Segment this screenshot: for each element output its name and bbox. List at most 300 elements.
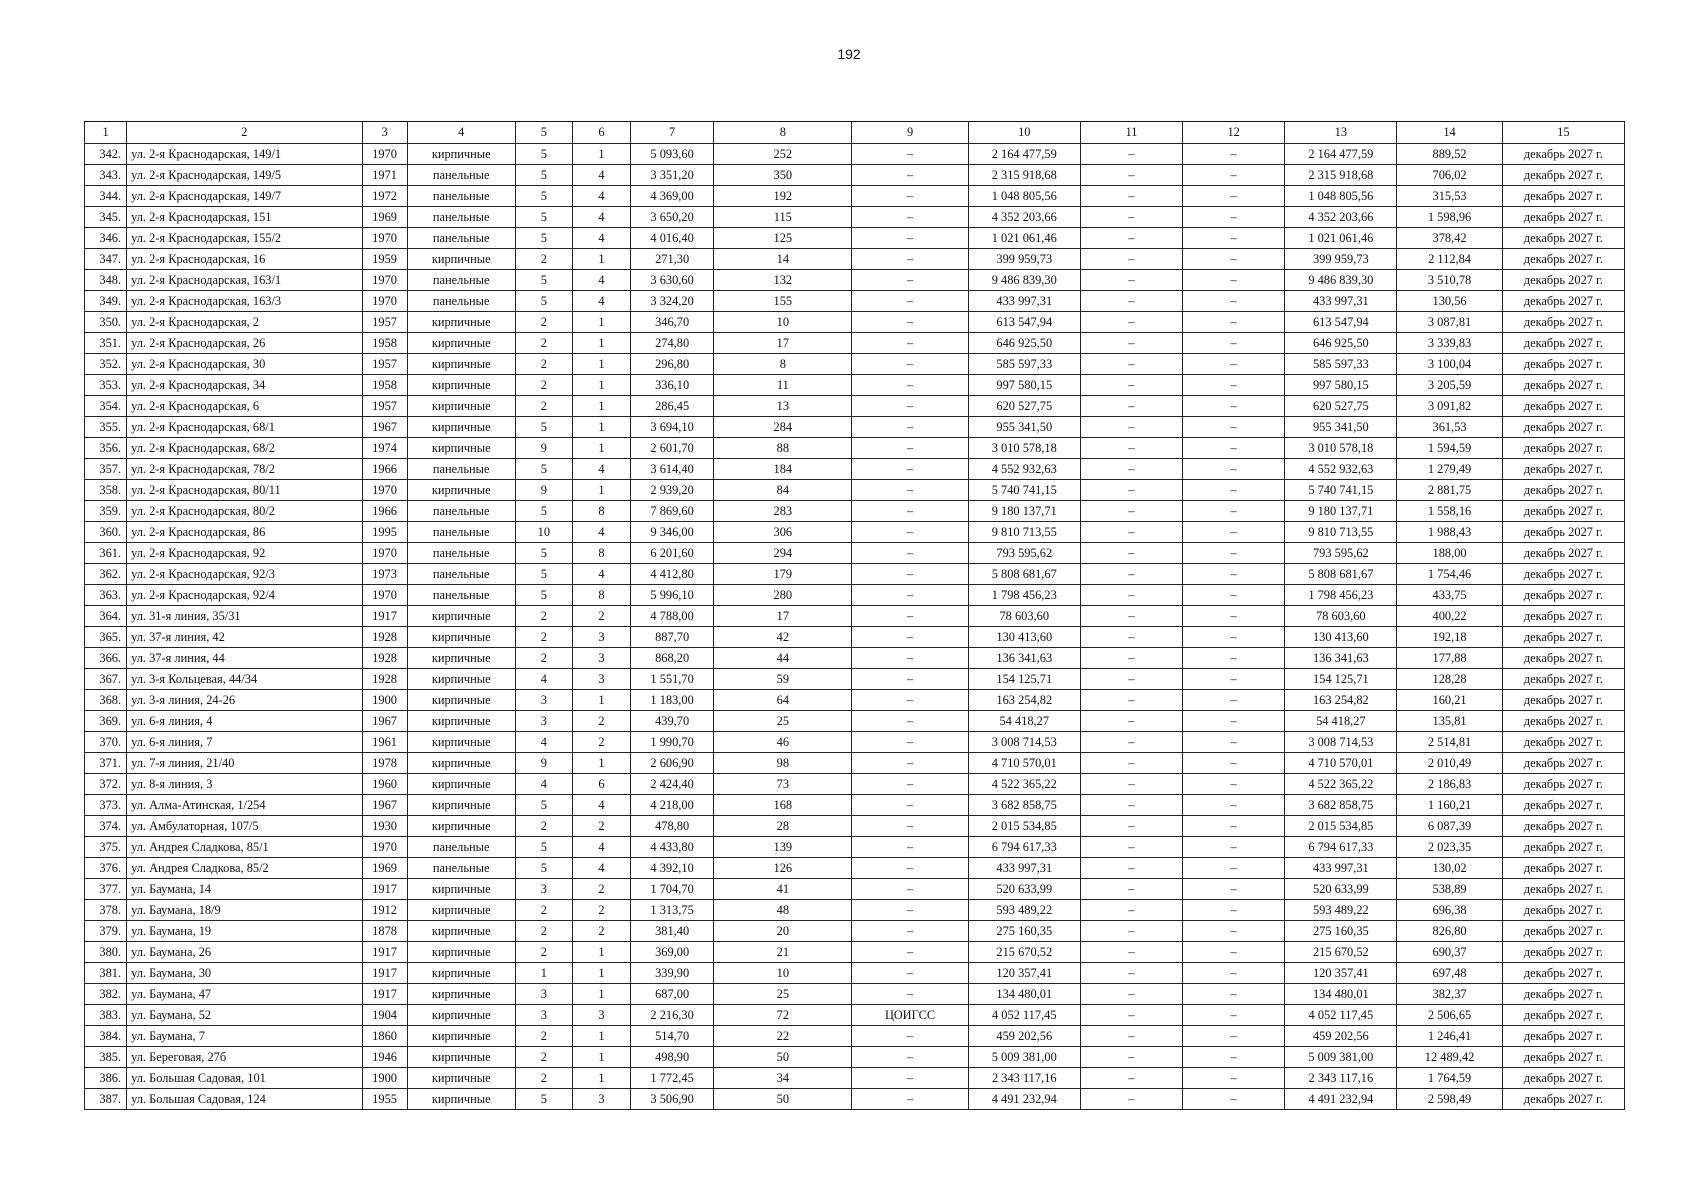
table-cell-col11: – [1080,375,1182,396]
table-cell-col5: 5 [515,291,572,312]
table-cell-col6: 8 [572,585,630,606]
table-cell-col14: 130,56 [1397,291,1502,312]
table-cell-col8: 50 [714,1047,852,1068]
table-cell-col6: 4 [572,165,630,186]
table-cell-col5: 5 [515,228,572,249]
table-cell-col14: 433,75 [1397,585,1502,606]
table-cell-col1: 361. [85,543,127,564]
table-cell-col8: 192 [714,186,852,207]
table-cell-col3: 1917 [362,942,407,963]
table-cell-col5: 4 [515,732,572,753]
table-cell-col15: декабрь 2027 г. [1502,984,1624,1005]
table-cell-col4: панельные [407,837,515,858]
table-cell-col4: кирпичные [407,1005,515,1026]
table-cell-col1: 377. [85,879,127,900]
table-cell-col14: 706,02 [1397,165,1502,186]
table-cell-col9: – [852,438,968,459]
table-cell-col11: – [1080,144,1182,165]
table-cell-col14: 361,53 [1397,417,1502,438]
table-cell-col9: – [852,606,968,627]
table-cell-col4: панельные [407,585,515,606]
table-cell-col15: декабрь 2027 г. [1502,438,1624,459]
table-row [85,648,1625,669]
table-cell-col9: – [852,732,968,753]
table-cell-col3: 1957 [362,396,407,417]
table-cell-col4: кирпичные [407,669,515,690]
table-cell-col5: 2 [515,375,572,396]
table-cell-col9: – [852,942,968,963]
table-cell-col12: – [1183,963,1285,984]
table-cell-col5: 9 [515,480,572,501]
table-cell-col7: 286,45 [631,396,714,417]
table-row [85,879,1625,900]
table-cell-col1: 386. [85,1068,127,1089]
table-cell-col13: 5 009 381,00 [1285,1047,1397,1068]
table-cell-col10: 4 491 232,94 [968,1089,1080,1110]
table-cell-col14: 2 506,65 [1397,1005,1502,1026]
table-cell-col15: декабрь 2027 г. [1502,921,1624,942]
table-cell-col5: 3 [515,711,572,732]
table-cell-col10: 520 633,99 [968,879,1080,900]
table-cell-col5: 2 [515,606,572,627]
table-cell-col2: ул. 37-я линия, 44 [127,648,362,669]
table-row [85,396,1625,417]
table-cell-col7: 274,80 [631,333,714,354]
column-header-13: 13 [1285,122,1397,144]
table-cell-col2: ул. Баумана, 26 [127,942,362,963]
table-cell-col4: панельные [407,186,515,207]
table-cell-col8: 139 [714,837,852,858]
table-cell-col15: декабрь 2027 г. [1502,375,1624,396]
table-cell-col15: декабрь 2027 г. [1502,480,1624,501]
table-cell-col6: 4 [572,291,630,312]
table-cell-col8: 280 [714,585,852,606]
table-cell-col15: декабрь 2027 г. [1502,417,1624,438]
table-cell-col12: – [1183,648,1285,669]
table-cell-col7: 6 201,60 [631,543,714,564]
table-cell-col15: декабрь 2027 г. [1502,774,1624,795]
table-cell-col13: 997 580,15 [1285,375,1397,396]
table-cell-col2: ул. 2-я Краснодарская, 149/5 [127,165,362,186]
table-cell-col6: 8 [572,501,630,522]
table-cell-col8: 41 [714,879,852,900]
table-cell-col1: 349. [85,291,127,312]
table-cell-col13: 134 480,01 [1285,984,1397,1005]
column-header-4: 4 [407,122,515,144]
table-cell-col2: ул. 6-я линия, 7 [127,732,362,753]
table-cell-col9: – [852,1068,968,1089]
table-cell-col11: – [1080,438,1182,459]
table-cell-col4: кирпичные [407,816,515,837]
table-cell-col2: ул. Береговая, 27б [127,1047,362,1068]
table-cell-col8: 252 [714,144,852,165]
table-cell-col12: – [1183,690,1285,711]
table-cell-col1: 352. [85,354,127,375]
table-cell-col3: 1928 [362,627,407,648]
table-cell-col13: 215 670,52 [1285,942,1397,963]
table-row [85,816,1625,837]
table-cell-col11: – [1080,921,1182,942]
table-cell-col11: – [1080,795,1182,816]
table-cell-col4: кирпичные [407,375,515,396]
column-header-11: 11 [1080,122,1182,144]
table-cell-col2: ул. 2-я Краснодарская, 92/4 [127,585,362,606]
table-cell-col12: – [1183,564,1285,585]
table-cell-col1: 383. [85,1005,127,1026]
table-cell-col8: 84 [714,480,852,501]
table-cell-col15: декабрь 2027 г. [1502,753,1624,774]
table-cell-col2: ул. Баумана, 47 [127,984,362,1005]
table-cell-col4: кирпичные [407,879,515,900]
table-cell-col11: – [1080,627,1182,648]
table-cell-col14: 3 510,78 [1397,270,1502,291]
table-cell-col4: кирпичные [407,900,515,921]
table-cell-col8: 59 [714,669,852,690]
table-cell-col4: кирпичные [407,480,515,501]
table-cell-col14: 2 881,75 [1397,480,1502,501]
table-cell-col1: 374. [85,816,127,837]
column-header-10: 10 [968,122,1080,144]
table-cell-col15: декабрь 2027 г. [1502,837,1624,858]
table-row [85,1005,1625,1026]
table-cell-col1: 384. [85,1026,127,1047]
table-cell-col8: 50 [714,1089,852,1110]
table-row [85,438,1625,459]
table-cell-col12: – [1183,732,1285,753]
table-cell-col11: – [1080,522,1182,543]
table-cell-col6: 1 [572,753,630,774]
table-cell-col1: 360. [85,522,127,543]
table-cell-col15: декабрь 2027 г. [1502,669,1624,690]
table-row [85,900,1625,921]
table-cell-col8: 184 [714,459,852,480]
table-cell-col6: 4 [572,522,630,543]
table-cell-col4: кирпичные [407,438,515,459]
table-cell-col10: 163 254,82 [968,690,1080,711]
table-cell-col14: 6 087,39 [1397,816,1502,837]
table-cell-col13: 620 527,75 [1285,396,1397,417]
column-header-15: 15 [1502,122,1624,144]
table-cell-col7: 2 216,30 [631,1005,714,1026]
table-cell-col9: – [852,207,968,228]
table-cell-col15: декабрь 2027 г. [1502,501,1624,522]
table-cell-col13: 459 202,56 [1285,1026,1397,1047]
table-cell-col8: 28 [714,816,852,837]
table-cell-col10: 5 009 381,00 [968,1047,1080,1068]
table-cell-col11: – [1080,228,1182,249]
column-header-2: 2 [127,122,362,144]
table-cell-col15: декабрь 2027 г. [1502,312,1624,333]
table-cell-col10: 154 125,71 [968,669,1080,690]
table-cell-col12: – [1183,480,1285,501]
table-cell-col5: 5 [515,858,572,879]
table-cell-col8: 34 [714,1068,852,1089]
table-cell-col9: – [852,648,968,669]
table-row [85,522,1625,543]
table-cell-col11: – [1080,1047,1182,1068]
table-cell-col1: 348. [85,270,127,291]
table-cell-col14: 1 988,43 [1397,522,1502,543]
table-cell-col3: 1878 [362,921,407,942]
table-cell-col13: 2 015 534,85 [1285,816,1397,837]
table-cell-col6: 2 [572,816,630,837]
table-cell-col5: 10 [515,522,572,543]
table-cell-col3: 1928 [362,669,407,690]
table-row [85,543,1625,564]
table-cell-col14: 2 010,49 [1397,753,1502,774]
table-cell-col14: 192,18 [1397,627,1502,648]
table-cell-col2: ул. 2-я Краснодарская, 34 [127,375,362,396]
table-cell-col15: декабрь 2027 г. [1502,627,1624,648]
table-cell-col9: – [852,417,968,438]
table-cell-col12: – [1183,711,1285,732]
table-cell-col10: 9 180 137,71 [968,501,1080,522]
table-cell-col4: кирпичные [407,1089,515,1110]
table-cell-col13: 433 997,31 [1285,858,1397,879]
table-cell-col4: панельные [407,228,515,249]
table-cell-col2: ул. 2-я Краснодарская, 163/1 [127,270,362,291]
table-cell-col12: – [1183,396,1285,417]
table-cell-col13: 163 254,82 [1285,690,1397,711]
table-cell-col14: 378,42 [1397,228,1502,249]
column-header-5: 5 [515,122,572,144]
table-cell-col9: – [852,312,968,333]
table-cell-col10: 2 343 117,16 [968,1068,1080,1089]
table-cell-col12: – [1183,606,1285,627]
table-cell-col8: 46 [714,732,852,753]
table-cell-col2: ул. 3-я Кольцевая, 44/34 [127,669,362,690]
table-cell-col13: 3 008 714,53 [1285,732,1397,753]
table-cell-col15: декабрь 2027 г. [1502,585,1624,606]
table-cell-col15: декабрь 2027 г. [1502,1068,1624,1089]
table-cell-col7: 4 392,10 [631,858,714,879]
table-cell-col7: 4 016,40 [631,228,714,249]
table-cell-col3: 1970 [362,480,407,501]
table-cell-col14: 2 514,81 [1397,732,1502,753]
table-row [85,501,1625,522]
table-cell-col1: 344. [85,186,127,207]
table-cell-col5: 5 [515,459,572,480]
table-cell-col11: – [1080,963,1182,984]
column-header-9: 9 [852,122,968,144]
table-cell-col13: 5 740 741,15 [1285,480,1397,501]
table-row [85,228,1625,249]
table-row [85,669,1625,690]
table-row [85,921,1625,942]
table-cell-col10: 793 595,62 [968,543,1080,564]
table-cell-col11: – [1080,459,1182,480]
table-cell-col15: декабрь 2027 г. [1502,564,1624,585]
table-cell-col7: 3 614,40 [631,459,714,480]
table-cell-col10: 620 527,75 [968,396,1080,417]
registry-table [84,121,1625,1110]
table-cell-col12: – [1183,1068,1285,1089]
table-cell-col11: – [1080,1068,1182,1089]
table-cell-col12: – [1183,1089,1285,1110]
table-cell-col11: – [1080,774,1182,795]
table-cell-col7: 4 788,00 [631,606,714,627]
table-cell-col10: 5 808 681,67 [968,564,1080,585]
table-cell-col10: 134 480,01 [968,984,1080,1005]
table-row [85,417,1625,438]
table-cell-col6: 6 [572,774,630,795]
table-cell-col1: 359. [85,501,127,522]
table-cell-col7: 3 351,20 [631,165,714,186]
table-cell-col12: – [1183,1005,1285,1026]
table-cell-col8: 168 [714,795,852,816]
table-cell-col11: – [1080,753,1182,774]
table-cell-col14: 188,00 [1397,543,1502,564]
table-cell-col1: 385. [85,1047,127,1068]
table-cell-col7: 887,70 [631,627,714,648]
table-cell-col13: 4 052 117,45 [1285,1005,1397,1026]
table-cell-col11: – [1080,480,1182,501]
table-cell-col10: 2 164 477,59 [968,144,1080,165]
table-cell-col2: ул. Андрея Сладкова, 85/1 [127,837,362,858]
table-row [85,144,1625,165]
table-cell-col4: кирпичные [407,312,515,333]
table-cell-col12: – [1183,270,1285,291]
table-cell-col2: ул. 2-я Краснодарская, 151 [127,207,362,228]
table-cell-col8: 14 [714,249,852,270]
table-cell-col13: 793 595,62 [1285,543,1397,564]
table-cell-col2: ул. 2-я Краснодарская, 30 [127,354,362,375]
table-row [85,732,1625,753]
table-cell-col12: – [1183,249,1285,270]
column-header-14: 14 [1397,122,1502,144]
table-cell-col6: 1 [572,690,630,711]
table-cell-col2: ул. 2-я Краснодарская, 68/1 [127,417,362,438]
table-cell-col12: – [1183,165,1285,186]
table-cell-col5: 2 [515,900,572,921]
table-header [85,122,1625,144]
table-cell-col6: 1 [572,312,630,333]
table-cell-col8: 98 [714,753,852,774]
table-cell-col8: 25 [714,711,852,732]
table-cell-col12: – [1183,543,1285,564]
table-cell-col6: 1 [572,375,630,396]
table-cell-col9: – [852,669,968,690]
table-cell-col10: 4 352 203,66 [968,207,1080,228]
table-cell-col10: 9 486 839,30 [968,270,1080,291]
table-cell-col4: панельные [407,543,515,564]
table-cell-col1: 375. [85,837,127,858]
table-cell-col9: – [852,795,968,816]
table-cell-col3: 1973 [362,564,407,585]
table-cell-col5: 5 [515,144,572,165]
table-cell-col13: 9 810 713,55 [1285,522,1397,543]
table-cell-col5: 2 [515,627,572,648]
table-cell-col2: ул. 31-я линия, 35/31 [127,606,362,627]
table-cell-col4: кирпичные [407,690,515,711]
table-cell-col12: – [1183,501,1285,522]
table-cell-col1: 366. [85,648,127,669]
table-cell-col4: кирпичные [407,144,515,165]
table-cell-col11: – [1080,1026,1182,1047]
table-cell-col9: – [852,585,968,606]
table-cell-col13: 433 997,31 [1285,291,1397,312]
table-cell-col2: ул. Большая Садовая, 101 [127,1068,362,1089]
table-cell-col14: 1 558,16 [1397,501,1502,522]
table-cell-col6: 2 [572,606,630,627]
table-cell-col8: 294 [714,543,852,564]
table-cell-col1: 368. [85,690,127,711]
table-cell-col2: ул. 3-я линия, 24-26 [127,690,362,711]
table-cell-col14: 135,81 [1397,711,1502,732]
table-cell-col9: – [852,711,968,732]
table-cell-col9: – [852,249,968,270]
table-cell-col9: – [852,543,968,564]
table-row [85,606,1625,627]
table-cell-col4: кирпичные [407,942,515,963]
table-cell-col12: – [1183,354,1285,375]
table-cell-col2: ул. Баумана, 52 [127,1005,362,1026]
table-cell-col10: 215 670,52 [968,942,1080,963]
table-row [85,291,1625,312]
table-cell-col10: 2 315 918,68 [968,165,1080,186]
table-cell-col11: – [1080,417,1182,438]
table-cell-col8: 25 [714,984,852,1005]
header-row [85,122,1625,144]
table-cell-col14: 3 339,83 [1397,333,1502,354]
table-cell-col12: – [1183,984,1285,1005]
table-cell-col4: кирпичные [407,354,515,375]
table-cell-col7: 498,90 [631,1047,714,1068]
table-cell-col13: 613 547,94 [1285,312,1397,333]
table-cell-col10: 275 160,35 [968,921,1080,942]
table-cell-col1: 363. [85,585,127,606]
table-cell-col5: 5 [515,165,572,186]
table-row [85,564,1625,585]
table-cell-col3: 1959 [362,249,407,270]
table-cell-col14: 400,22 [1397,606,1502,627]
table-cell-col9: – [852,690,968,711]
table-cell-col3: 1969 [362,207,407,228]
table-cell-col1: 365. [85,627,127,648]
table-row [85,1068,1625,1089]
table-cell-col7: 3 694,10 [631,417,714,438]
table-cell-col2: ул. Амбулаторная, 107/5 [127,816,362,837]
table-cell-col10: 130 413,60 [968,627,1080,648]
table-cell-col2: ул. Баумана, 30 [127,963,362,984]
table-cell-col12: – [1183,921,1285,942]
table-cell-col15: декабрь 2027 г. [1502,249,1624,270]
table-cell-col6: 4 [572,228,630,249]
table-cell-col10: 433 997,31 [968,291,1080,312]
table-cell-col9: – [852,963,968,984]
table-cell-col13: 54 418,27 [1285,711,1397,732]
table-cell-col1: 342. [85,144,127,165]
table-cell-col13: 4 710 570,01 [1285,753,1397,774]
table-cell-col9: – [852,375,968,396]
table-cell-col13: 130 413,60 [1285,627,1397,648]
table-row [85,984,1625,1005]
table-cell-col10: 593 489,22 [968,900,1080,921]
table-cell-col6: 3 [572,1005,630,1026]
table-cell-col3: 1969 [362,858,407,879]
table-cell-col1: 380. [85,942,127,963]
table-cell-col4: кирпичные [407,1026,515,1047]
table-cell-col6: 4 [572,837,630,858]
table-cell-col5: 5 [515,270,572,291]
table-cell-col12: – [1183,438,1285,459]
table-cell-col1: 353. [85,375,127,396]
table-cell-col11: – [1080,396,1182,417]
table-cell-col4: кирпичные [407,921,515,942]
table-cell-col3: 1970 [362,270,407,291]
table-cell-col1: 350. [85,312,127,333]
table-cell-col11: – [1080,669,1182,690]
